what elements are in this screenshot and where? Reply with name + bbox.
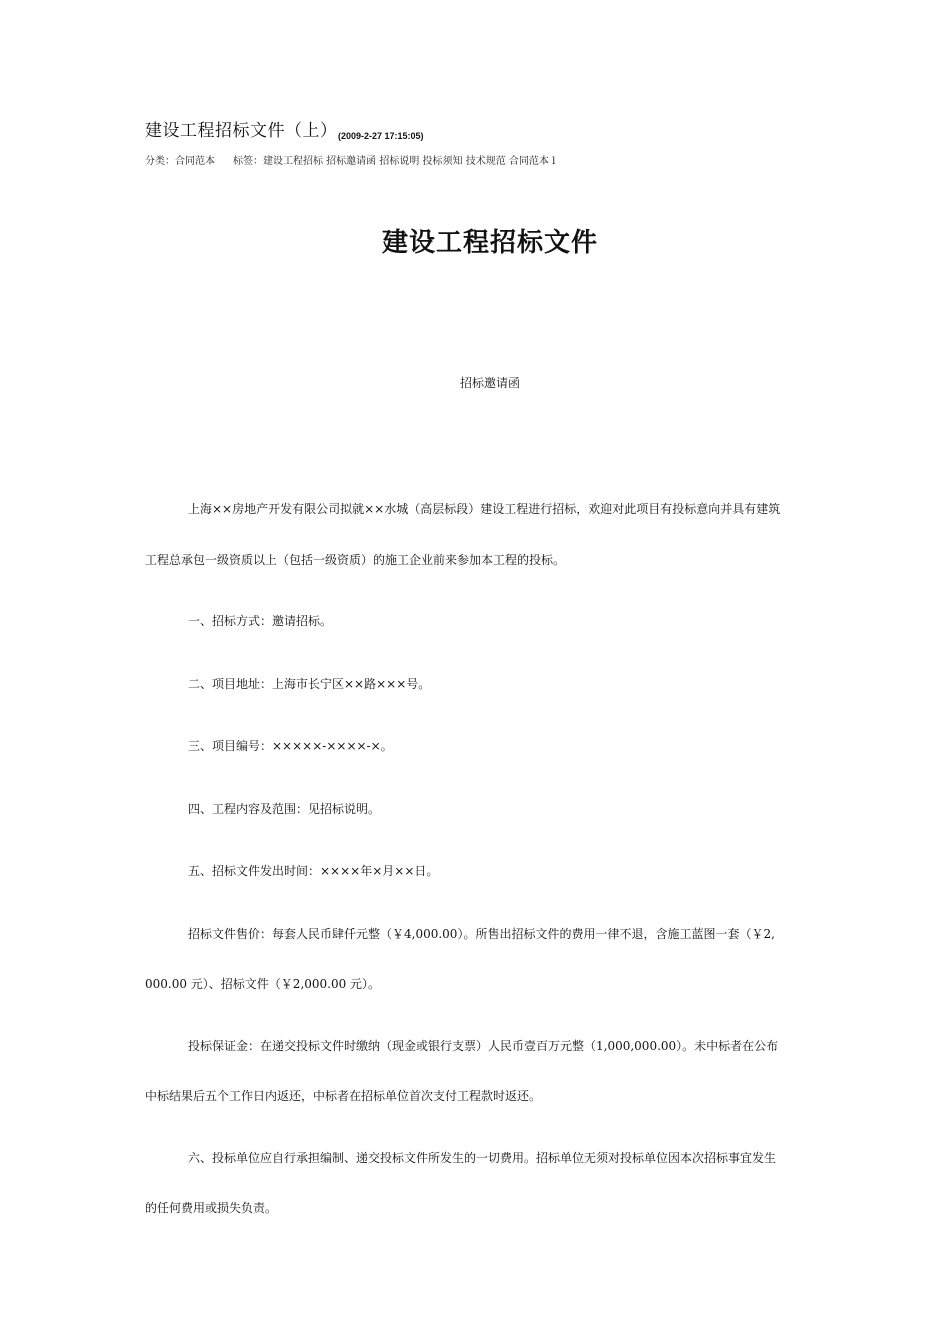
article-timestamp: (2009-2-27 17:15:05) (338, 131, 424, 141)
tags-label: 标签：建设工程招标 招标邀请函 招标说明 投标须知 技术规范 合同范本 l (233, 156, 556, 167)
paragraph-line: 中标结果后五个工作日内返还，中标者在招标单位首次支付工程款时返还。 (145, 1089, 542, 1103)
paragraph-line: 四、工程内容及范围：见招标说明。 (188, 802, 381, 816)
paragraph-line: 上海××房地产开发有限公司拟就××水城（高层标段）建设工程进行招标，欢迎对此项目有投标意向并具有建筑 (188, 502, 781, 516)
paragraph-line: 五、招标文件发出时间：××××年×月××日。 (188, 864, 439, 878)
category-label: 分类：合同范本 (145, 156, 215, 167)
paragraph-line: 投标保证金：在递交投标文件时缴纳（现金或银行支票）人民币壹百万元整（1,000,000.00）。未中标者在公布 (188, 1039, 779, 1053)
paragraph-line: 的任何费用或损失负责。 (145, 1201, 278, 1215)
article-title: 建设工程招标文件（上） (145, 121, 338, 141)
document-title: 建设工程招标文件 (381, 228, 598, 258)
paragraph-line: 招标文件售价：每套人民币肆仟元整（￥4,000.00）。所售出招标文件的费用一律不退，含施工蓝图一套（￥2, (188, 927, 775, 941)
paragraph-line: 一、招标方式：邀请招标。 (188, 614, 333, 628)
paragraph-line: 三、项目编号：×××××-××××-×。 (188, 739, 393, 753)
paragraph-line: 二、项目地址：上海市长宁区××路×××号。 (188, 677, 431, 691)
article-meta (145, 152, 555, 167)
paragraph-line: 000.00 元）、招标文件（￥2,000.00 元）。 (145, 977, 381, 991)
paragraph-line: 工程总承包一级资质以上（包括一级资质）的施工企业前来参加本工程的投标。 (145, 553, 566, 567)
section-heading: 招标邀请函 (459, 376, 520, 390)
paragraph-line: 六、投标单位应自行承担编制、递交投标文件所发生的一切费用。招标单位无须对投标单位因本次招标事宜发生 (188, 1151, 777, 1165)
